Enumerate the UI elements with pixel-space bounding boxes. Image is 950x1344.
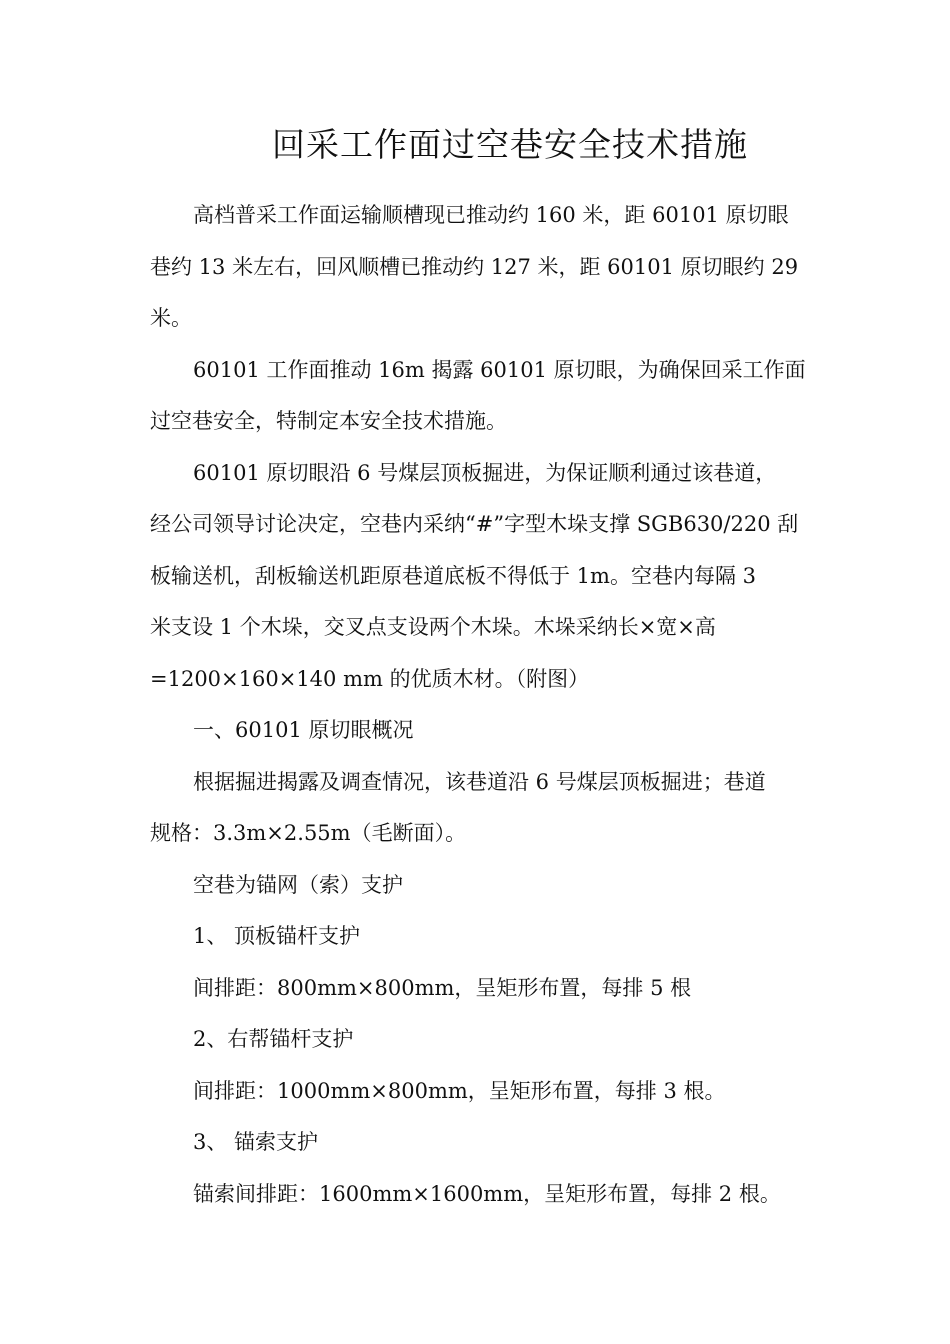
support-summary: 空巷为锚网（索）支护 — [193, 873, 403, 897]
paragraph-1-line-3: 米。 — [150, 306, 192, 330]
item-detail-right-rib-bolt: 间排距：1000mm×800mm，呈矩形布置，每排 3 根。 — [193, 1079, 726, 1103]
item-heading-roof-bolt: 1、 顶板锚杆支护 — [193, 924, 361, 948]
paragraph-3-line-1: 60101 原切眼沿 6 号煤层顶板掘进，为保证顺利通过该巷道， — [193, 461, 777, 485]
item-heading-anchor-cable: 3、 锚索支护 — [193, 1130, 319, 1154]
document-title: 回采工作面过空巷安全技术措施 — [272, 125, 748, 164]
item-detail-roof-bolt: 间排距：800mm×800mm，呈矩形布置，每排 5 根 — [193, 976, 692, 1000]
paragraph-4-line-1: 根据掘进揭露及调查情况，该巷道沿 6 号煤层顶板掘进；巷道 — [193, 770, 766, 794]
paragraph-3-line-2: 经公司领导讨论决定，空巷内采纳“#”字型木垛支撑 SGB630/220 刮 — [150, 512, 799, 536]
paragraph-1-line-2: 巷约 13 米左右，回风顺槽已推动约 127 米，距 60101 原切眼约 29 — [150, 255, 799, 279]
paragraph-2-line-2: 过空巷安全，特制定本安全技术措施。 — [150, 409, 507, 433]
section-heading-1: 一、60101 原切眼概况 — [193, 718, 414, 742]
item-heading-right-rib-bolt: 2、右帮锚杆支护 — [193, 1027, 354, 1051]
paragraph-3-line-4: 米支设 1 个木垛，交叉点支设两个木垛。木垛采纳长×宽×高 — [150, 615, 716, 639]
paragraph-4-line-2: 规格：3.3m×2.55m（毛断面）。 — [150, 821, 467, 845]
paragraph-3-line-3: 板输送机，刮板输送机距原巷道底板不得低于 1m。空巷内每隔 3 — [150, 564, 756, 588]
paragraph-1-line-1: 高档普采工作面运输顺槽现已推动约 160 米，距 60101 原切眼 — [193, 203, 789, 227]
paragraph-2-line-1: 60101 工作面推动 16m 揭露 60101 原切眼，为确保回采工作面 — [193, 358, 806, 382]
paragraph-3-line-5: =1200×160×140 mm 的优质木材。（附图） — [150, 667, 590, 691]
item-detail-anchor-cable: 锚索间排距：1600mm×1600mm，呈矩形布置，每排 2 根。 — [193, 1182, 781, 1206]
